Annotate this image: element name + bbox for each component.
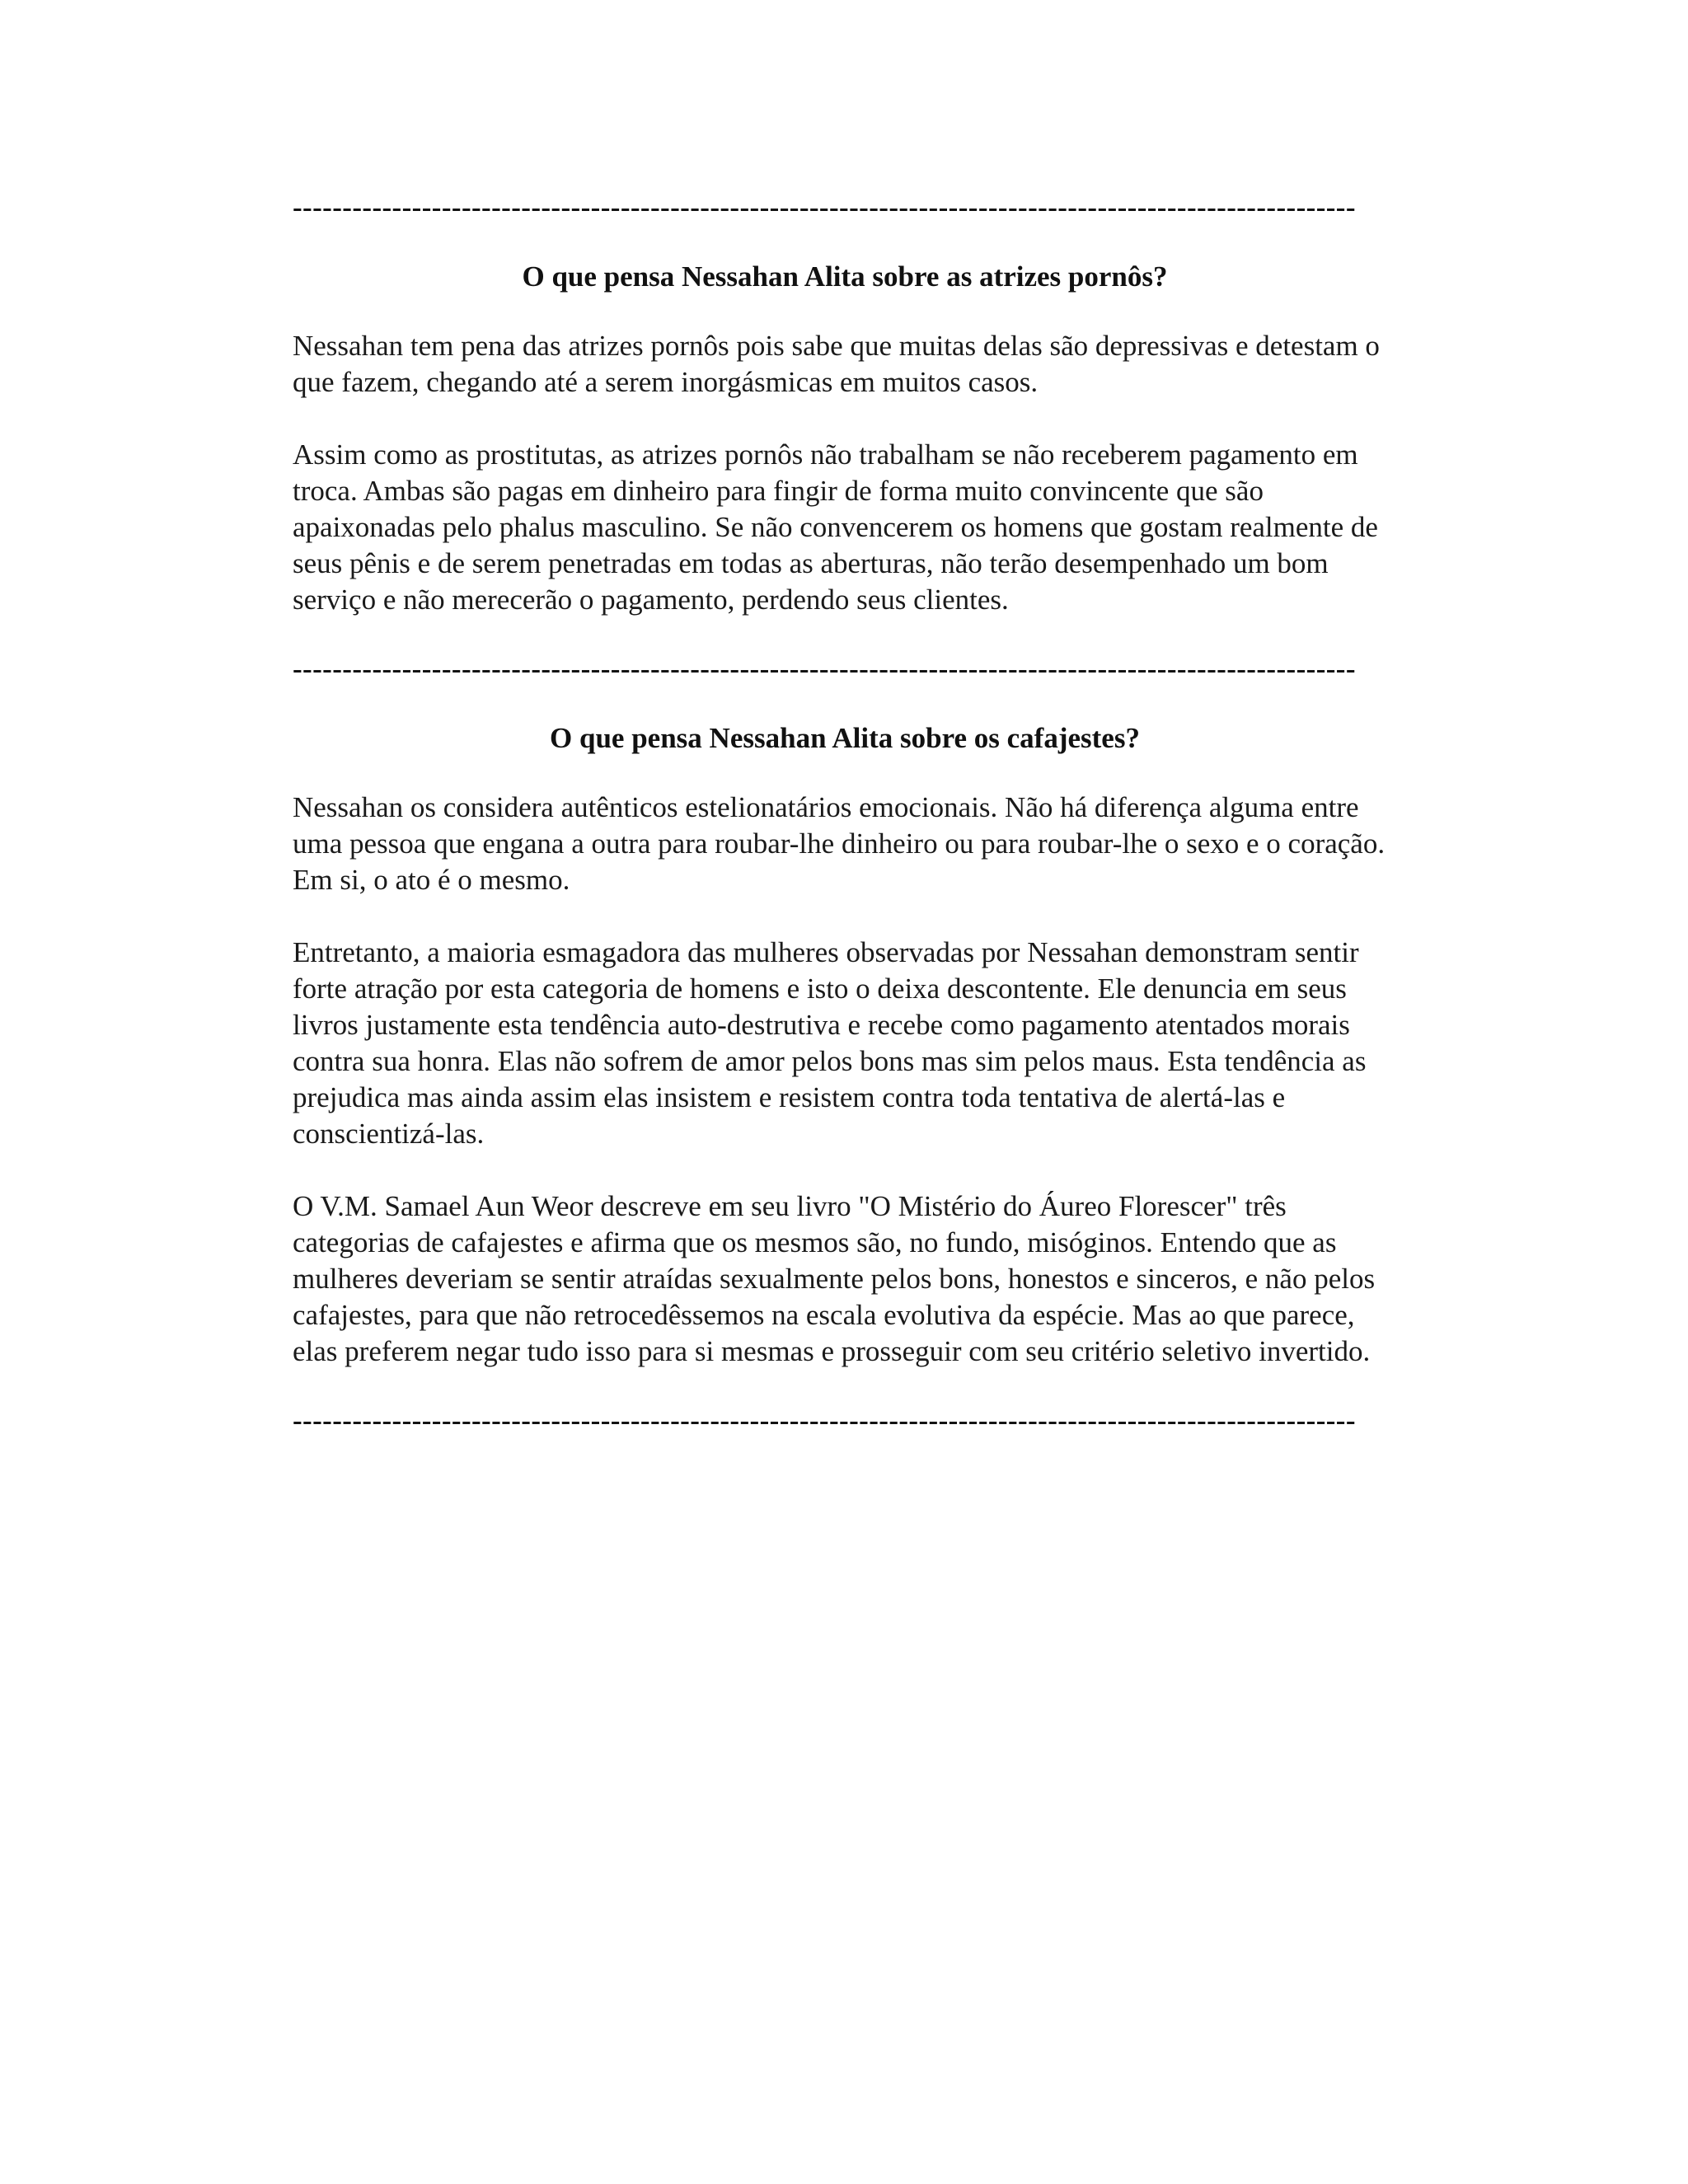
paragraph: Entretanto, a maioria esmagadora das mulheres observadas por Nessahan demonstram sentir forte atração por esta categoria de homens e isto o deixa descontente. Ele denuncia em seus livros justamente esta tendência auto-destrutiva e recebe como pagamento atentados morais contra sua honra. Elas não sofrem de amor pelos bons mas sim pelos maus. Esta tendência as prejudica mas ainda assim elas insistem e resistem contra toda tentativa de alertá-las e conscientizá-las. (293, 936, 1367, 1150)
paragraph: O V.M. Samael Aun Weor descreve em seu livro "O Mistério do Áureo Florescer" três categorias de cafajestes e afirma que os mesmos são, no fundo, misóginos. Entendo que as mulheres deveriam se sentir atraídas sexualmente pelos bons, honestos e sinceros, e não pelos cafajestes, para que não retrocedêssemos na escala evolutiva da espécie. Mas ao que parece, elas preferem negar tudo isso para si mesmas e prosseguir com seu critério seletivo invertido. (293, 1190, 1376, 1367)
section-heading: O que pensa Nessahan Alita sobre os cafajestes? (550, 722, 1140, 754)
section-atrizes (293, 259, 1397, 618)
separator-line: ----------------------------------------------------------------------------------------------------------- (293, 1404, 1356, 1436)
section-cafajestes (293, 720, 1397, 1370)
paragraph: Assim como as prostitutas, as atrizes pornôs não trabalham se não receberem pagamento em troca. Ambas são pagas em dinheiro para fingir de forma muito convincente que são apaixonadas pelo phalus masculino. Se não convencerem os homens que gostam realmente de seus pênis e de serem penetradas em todas as aberturas, não terão desempenhado um bom serviço e não merecerão o pagamento, perdendo seus clientes. (293, 438, 1378, 616)
separator-line: ----------------------------------------------------------------------------------------------------------- (293, 191, 1356, 223)
paragraph: Nessahan tem pena das atrizes pornôs pois sabe que muitas delas são depressivas e detestam o que fazem, chegando até a serem inorgásmicas em muitos casos. (293, 330, 1380, 398)
document-page (293, 190, 1397, 1439)
separator-line: ----------------------------------------------------------------------------------------------------------- (293, 653, 1356, 685)
paragraph: Nessahan os considera autênticos estelionatários emocionais. Não há diferença alguma entre uma pessoa que engana a outra para roubar-lhe dinheiro ou para roubar-lhe o sexo e o coração. Em si, o ato é o mesmo. (293, 791, 1386, 896)
section-heading: O que pensa Nessahan Alita sobre as atrizes pornôs? (522, 260, 1168, 293)
